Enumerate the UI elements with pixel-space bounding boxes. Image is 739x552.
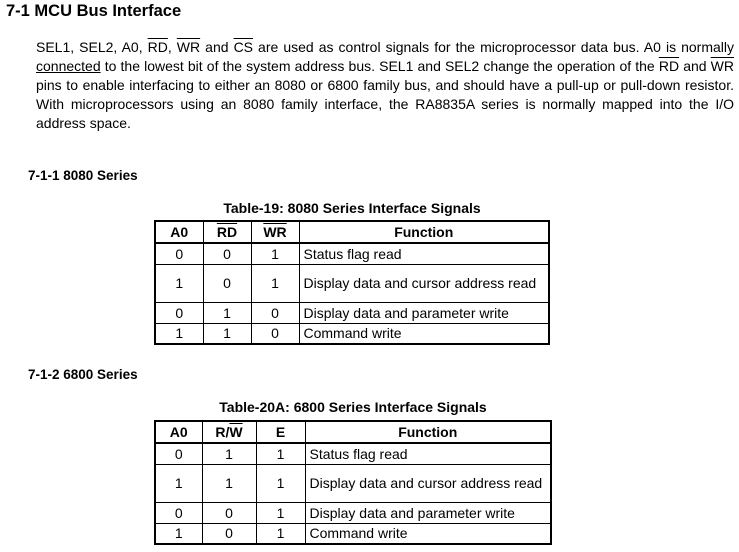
cell-wr: 1 <box>251 243 299 264</box>
section-title: 7-1 MCU Bus Interface <box>6 2 182 20</box>
cell-rw: 0 <box>202 502 256 523</box>
cell-function: Display data and parameter write <box>299 302 549 323</box>
cell-e: 1 <box>256 502 305 523</box>
cell-function: Display data and parameter write <box>305 502 551 523</box>
cell-e: 1 <box>256 523 305 544</box>
cell-function: Command write <box>305 523 551 544</box>
table-19-caption: Table-19: 8080 Series Interface Signals <box>223 200 481 216</box>
header-rw-w: $\overline{W}$ <box>229 424 243 440</box>
header-e: E <box>256 421 305 443</box>
intro-text-5: to the lowest bit of the system address bus. SEL1 and SEL2 change the operation of the <box>100 58 659 74</box>
cell-a0: 1 <box>155 464 202 502</box>
cell-function: Status flag read <box>305 443 551 464</box>
table-8080-signals <box>154 220 550 345</box>
cell-rd: 1 <box>203 323 251 344</box>
intro-text-4: are used as control signals for the microprocessor data bus. A0 is normally <box>253 39 735 55</box>
header-a0: A0 <box>155 421 202 443</box>
cell-function: Command write <box>299 323 549 344</box>
intro-text-3: and <box>200 39 234 55</box>
underlined-word: connected <box>36 58 101 74</box>
cell-rw: 0 <box>202 523 256 544</box>
table-row <box>155 443 551 464</box>
cell-a0: 0 <box>155 302 203 323</box>
signal-wr-2: $\overline{WR}$ <box>710 58 734 74</box>
header-rd <box>203 221 251 243</box>
cell-a0: 1 <box>155 523 202 544</box>
header-rw <box>202 421 256 443</box>
header-rd-label: $\overline{RD}$ <box>216 224 238 240</box>
header-wr-label: $\overline{WR}$ <box>263 224 287 240</box>
cell-rw: 1 <box>202 464 256 502</box>
signal-wr: $\overline{WR}$ <box>176 39 201 55</box>
cell-a0: 1 <box>155 264 203 302</box>
table-row <box>155 464 551 502</box>
cell-function: Status flag read <box>299 243 549 264</box>
cell-rd: 0 <box>203 243 251 264</box>
cell-function: Display data and cursor address read <box>305 464 551 502</box>
subsection-8080-heading: 7-1-1 8080 Series <box>28 168 138 183</box>
table-8080-header-row <box>155 221 549 243</box>
cell-a0: 1 <box>155 323 203 344</box>
cell-wr: 0 <box>251 302 299 323</box>
header-rw-r: R/ <box>215 424 230 440</box>
cell-a0: 0 <box>155 502 202 523</box>
table-row <box>155 264 549 302</box>
cell-function: Display data and cursor address read <box>299 264 549 302</box>
signal-rd: $\overline{RD}$ <box>147 39 168 55</box>
cell-rd: 1 <box>203 302 251 323</box>
cell-a0: 0 <box>155 243 203 264</box>
table-row <box>155 502 551 523</box>
table-row <box>155 523 551 544</box>
header-function: Function <box>299 221 549 243</box>
intro-paragraph <box>36 38 734 133</box>
header-a0: A0 <box>155 221 203 243</box>
intro-text-2: , <box>167 39 177 55</box>
cell-e: 1 <box>256 443 305 464</box>
table-20a-caption: Table-20A: 6800 Series Interface Signals <box>219 399 487 415</box>
header-wr <box>251 221 299 243</box>
cell-wr: 0 <box>251 323 299 344</box>
cell-wr: 1 <box>251 264 299 302</box>
table-row <box>155 302 549 323</box>
header-function: Function <box>305 421 551 443</box>
table-row <box>155 243 549 264</box>
cell-a0: 0 <box>155 443 202 464</box>
cell-e: 1 <box>256 464 305 502</box>
intro-text-1: SEL1, SEL2, A0, <box>36 39 148 55</box>
intro-text-6: and <box>679 58 711 74</box>
table-row <box>155 323 549 344</box>
subsection-6800-heading: 7-1-2 6800 Series <box>28 367 138 382</box>
signal-rd-2: $\overline{RD}$ <box>658 58 680 74</box>
intro-text-7: pins to enable interfacing to either an 8080 or 6800 family bus, and should have a pull-up or pull-down resistor. With microprocessors using an 8080 family interface, the RA8835A series is normally mapped into the I/O address space. <box>36 77 734 131</box>
signal-cs: $\overline{CS}$ <box>233 39 254 55</box>
cell-rd: 0 <box>203 264 251 302</box>
table-6800-signals <box>154 420 552 545</box>
cell-rw: 1 <box>202 443 256 464</box>
table-6800-header-row <box>155 421 551 443</box>
